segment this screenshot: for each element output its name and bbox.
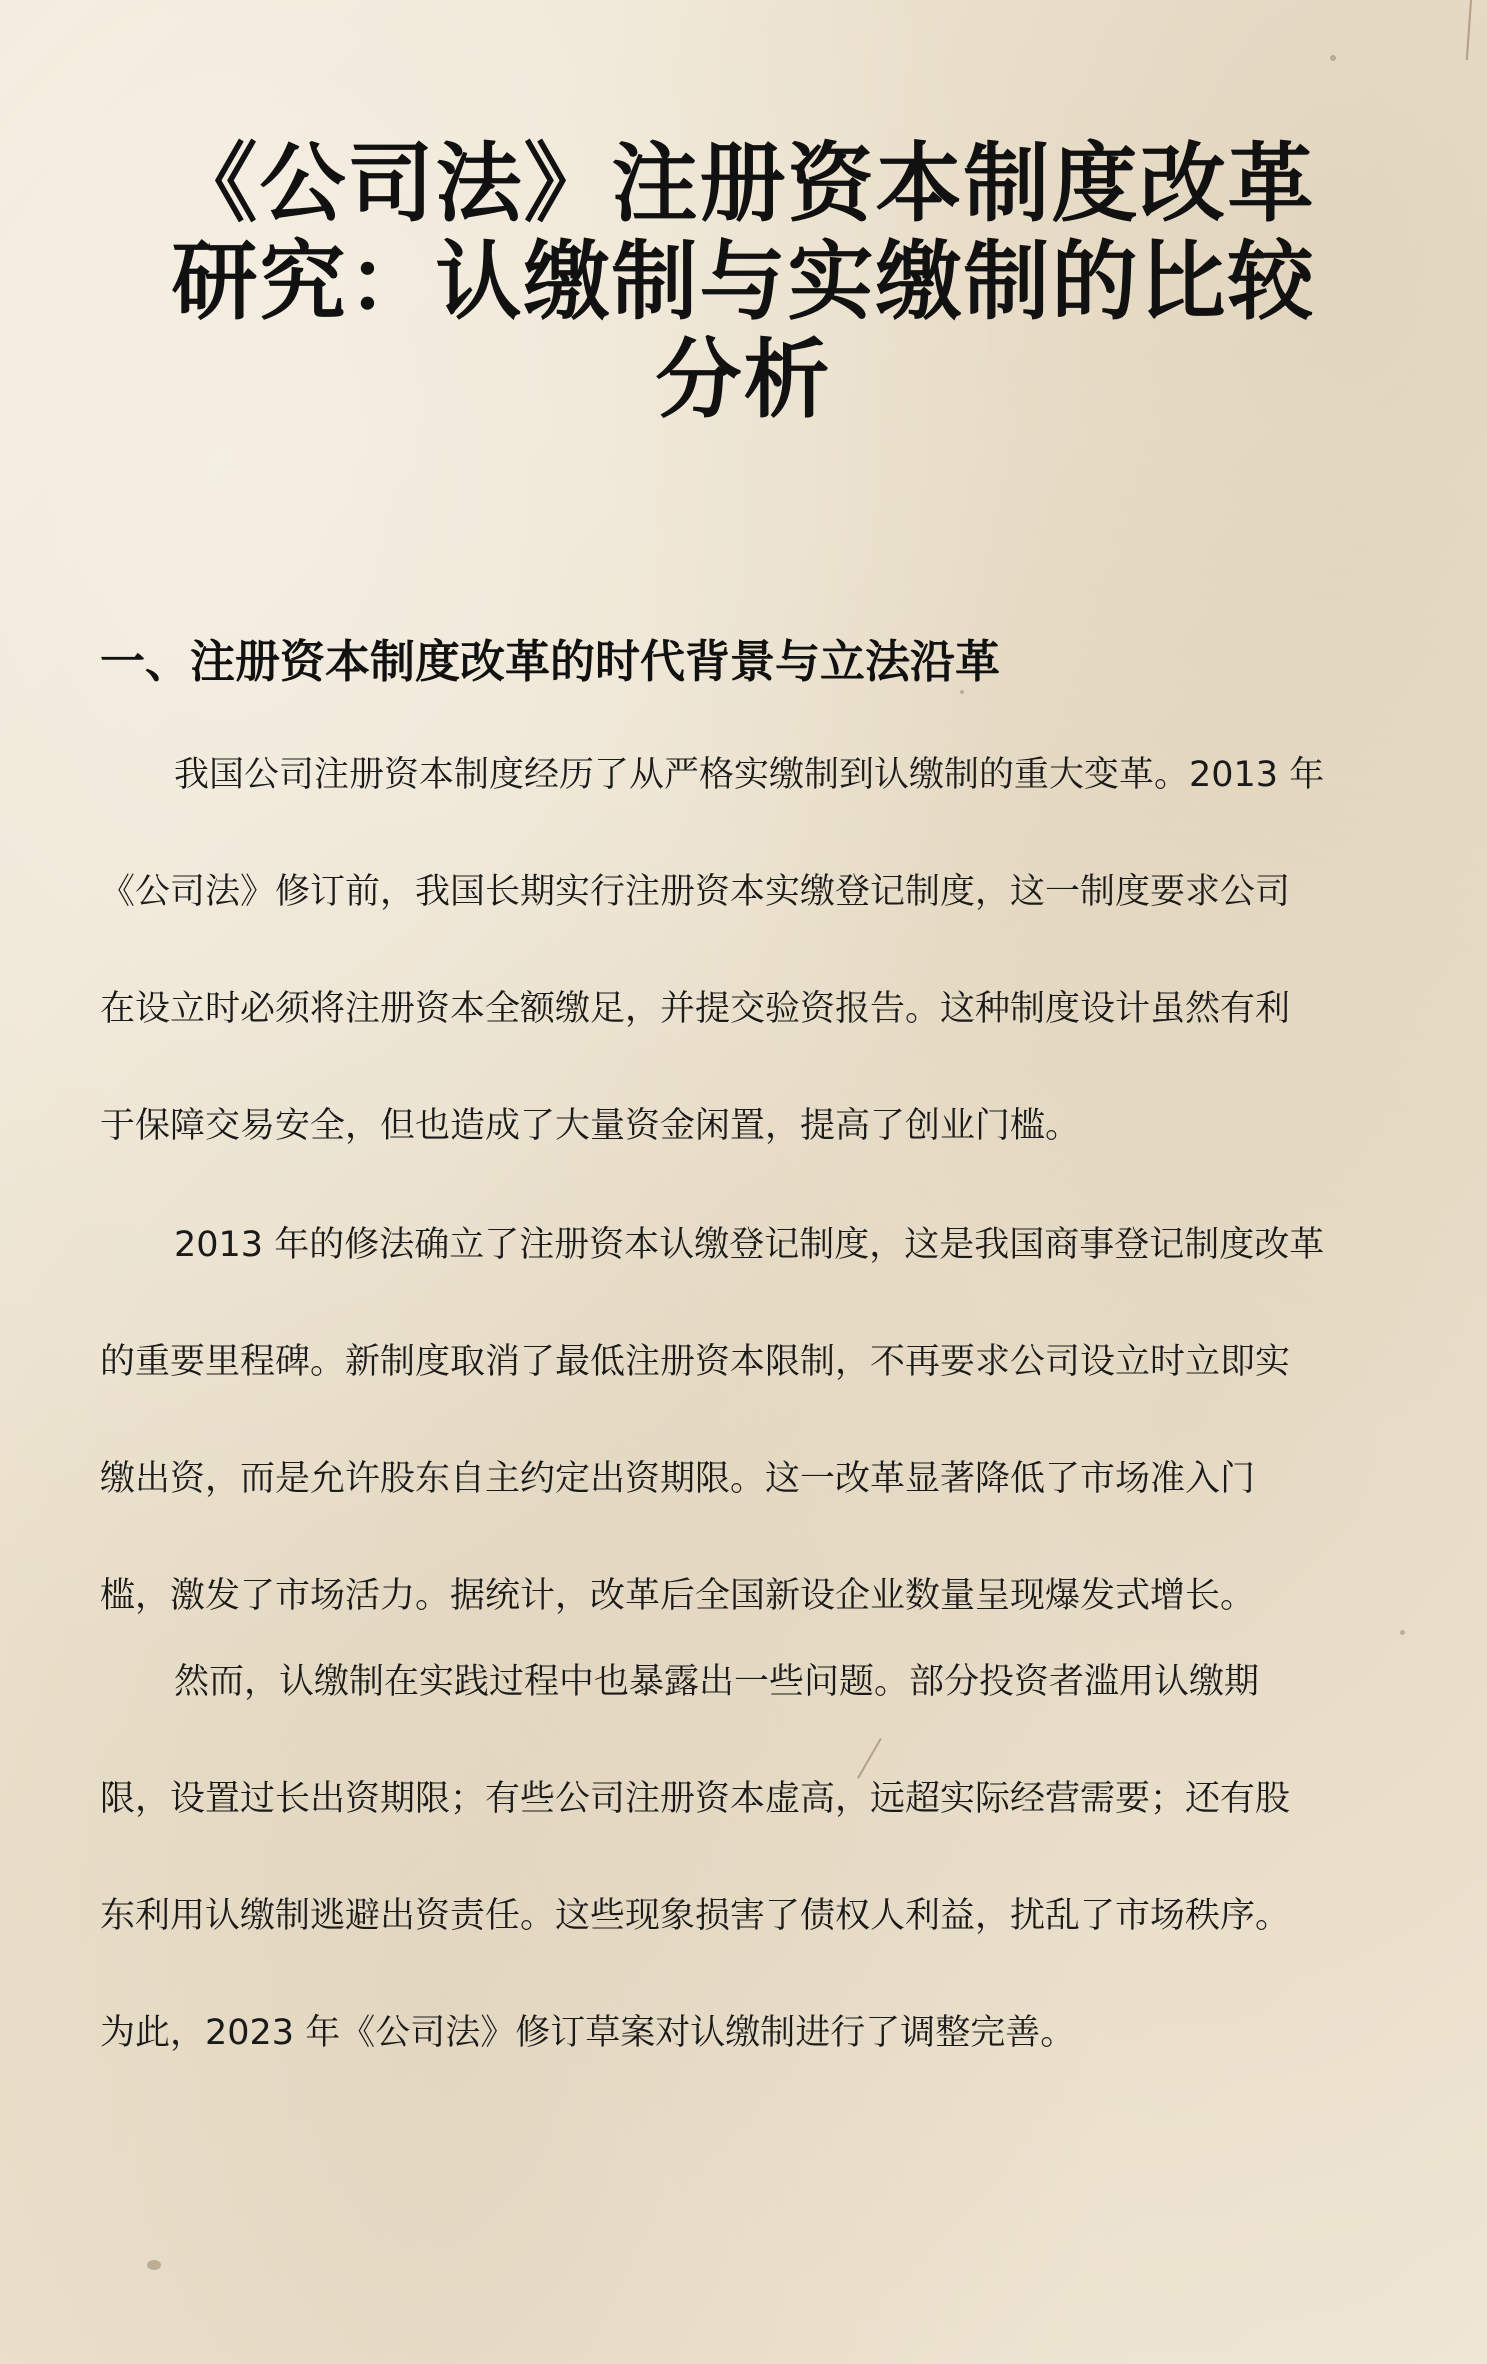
title-line: 《公司法》注册资本制度改革 [171,134,1316,234]
paragraph-3 [100,1624,1390,2092]
paragraph-line: 在设立时必须将注册资本全额缴足，并提交验资报告。这种制度设计虽然有利 [100,989,1291,1029]
title-line: 分析 [655,330,832,430]
section-heading: 一、注册资本制度改革的时代背景与立法沿革 [100,635,1001,688]
paragraph-line: 2013 年的修法确立了注册资本认缴登记制度，这是我国商事登记制度改革 [174,1225,1325,1265]
paragraph-line: 我国公司注册资本制度经历了从严格实缴制到认缴制的重大变革。2013 年 [174,755,1325,795]
paragraph-line: 的重要里程碑。新制度取消了最低注册资本限制，不再要求公司设立时立即实 [100,1342,1291,1382]
document-title [120,135,1367,429]
paragraph-line: 缴出资，而是允许股东自主约定出资期限。这一改革显著降低了市场准入门 [100,1459,1256,1499]
paragraph-line: 然而，认缴制在实践过程中也暴露出一些问题。部分投资者滥用认缴期 [174,1662,1260,1702]
paragraph-line: 东利用认缴制逃避出资责任。这些现象损害了债权人利益，扰乱了市场秩序。 [100,1896,1291,1936]
paragraph-line: 槛，激发了市场活力。据统计，改革后全国新设企业数量呈现爆发式增长。 [100,1576,1256,1616]
paper-spot [1400,1630,1405,1635]
paragraph-line: 限，设置过长出资期限；有些公司注册资本虚高，远超实际经营需要；还有股 [100,1779,1291,1819]
paragraph-line: 为此，2023 年《公司法》修订草案对认缴制进行了调整完善。 [100,2013,1076,2053]
paragraph-line: 《公司法》修订前，我国长期实行注册资本实缴登记制度，这一制度要求公司 [100,872,1291,912]
paper-spot [147,2260,161,2270]
paper-spot [1330,55,1336,61]
paragraph-line: 于保障交易安全，但也造成了大量资金闲置，提高了创业门槛。 [100,1106,1081,1146]
paragraph-2 [100,1187,1390,1655]
paragraph-1 [100,717,1390,1185]
paper-crack [1466,0,1472,60]
title-line: 研究：认缴制与实缴制的比较 [171,232,1316,332]
